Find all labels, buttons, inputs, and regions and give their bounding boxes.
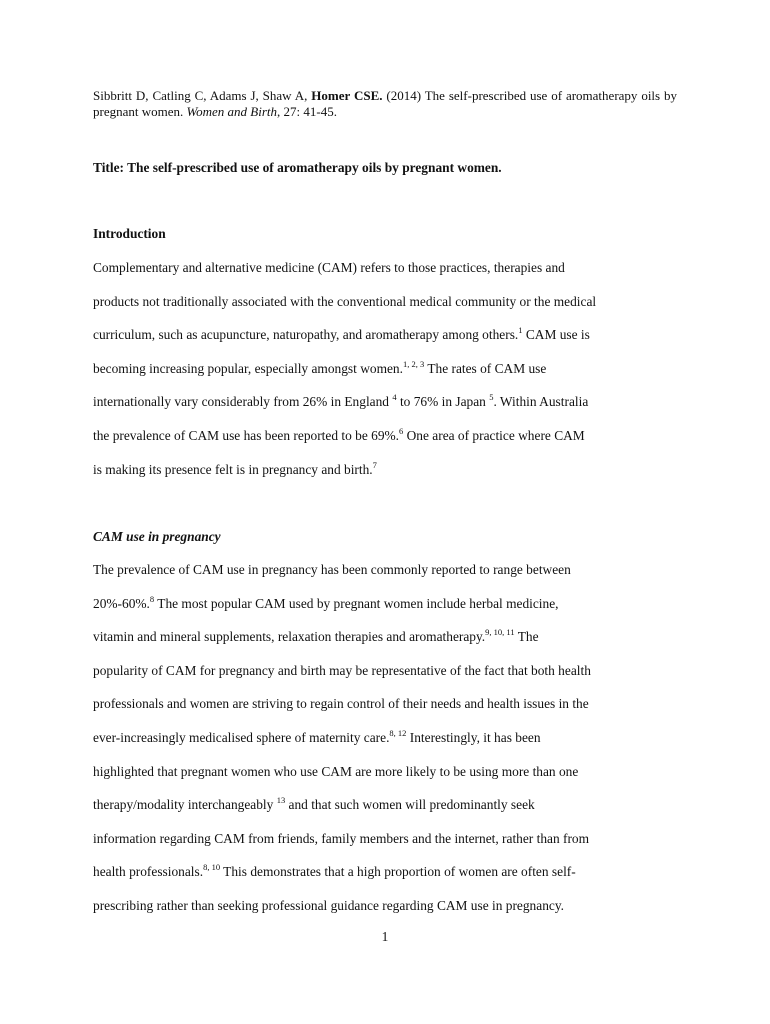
citation-superscript: 8, 12 bbox=[389, 728, 407, 738]
text-line bbox=[93, 864, 576, 880]
introduction-heading: Introduction bbox=[93, 226, 166, 241]
text-line bbox=[93, 459, 377, 478]
text-line bbox=[93, 428, 585, 444]
citation bbox=[93, 88, 677, 120]
line-text: . Within Australia bbox=[493, 394, 589, 410]
citation-superscript: 9, 10, 11 bbox=[485, 627, 515, 638]
text-line bbox=[93, 358, 547, 377]
line-text: CAM use is bbox=[522, 327, 590, 343]
citation-year-title: (2014) The self-prescribed use of aromatherapy oils by pregnant women. bbox=[93, 88, 677, 119]
text-line bbox=[93, 696, 589, 712]
citation-superscript: 8, 10 bbox=[203, 862, 221, 873]
text-line bbox=[93, 663, 591, 679]
page-number: 1 bbox=[381, 929, 389, 944]
line-text: the prevalence of CAM use has been reported to be 69%. bbox=[93, 428, 400, 443]
text-line bbox=[93, 898, 564, 914]
line-text: to 76% in Japan bbox=[396, 394, 490, 410]
text-line bbox=[93, 294, 596, 310]
line-text: health professionals. bbox=[93, 864, 204, 880]
line-text: products not traditionally associated with the conventional medical community or the medical bbox=[93, 293, 597, 309]
text-line bbox=[93, 764, 578, 780]
line-text: The rates of CAM use bbox=[424, 360, 547, 376]
line-text: vitamin and mineral supplements, relaxation therapies and aromatherapy. bbox=[93, 629, 486, 645]
line-text: and that such women will predominantly seek bbox=[285, 797, 535, 813]
text-line bbox=[93, 562, 571, 578]
line-text: popularity of CAM for pregnancy and birth may be representative of the fact that both health bbox=[93, 662, 591, 678]
line-text: The bbox=[514, 629, 539, 645]
line-text: is making its presence felt is in pregnancy and birth. bbox=[93, 461, 373, 477]
line-text: highlighted that pregnant women who use CAM are more likely to be using more than one bbox=[93, 763, 579, 779]
citation-superscript: 8 bbox=[149, 593, 155, 604]
line-text: information regarding CAM from friends, family members and the internet, rather than from bbox=[93, 830, 590, 846]
text-line bbox=[93, 730, 541, 746]
line-text: prescribing rather than seeking professional guidance regarding CAM use in pregnancy. bbox=[93, 898, 564, 913]
text-line bbox=[93, 260, 565, 276]
citation-superscript: 1, 2, 3 bbox=[402, 358, 425, 369]
line-text: Complementary and alternative medicine (CAM) refers to those practices, therapies and bbox=[93, 260, 565, 275]
text-line bbox=[93, 797, 535, 813]
citation-journal: Women and Birth bbox=[186, 104, 278, 119]
line-text: becoming increasing popular, especially amongst women. bbox=[93, 360, 403, 376]
citation-superscript: 1 bbox=[518, 325, 523, 336]
line-text: professionals and women are striving to regain control of their needs and health issues in the bbox=[93, 696, 589, 712]
text-line bbox=[93, 831, 589, 847]
citation-superscript: 13 bbox=[276, 795, 286, 806]
line-text: 20%-60%. bbox=[93, 595, 150, 611]
text-line bbox=[93, 593, 559, 612]
cam-pregnancy-heading: CAM use in pregnancy bbox=[93, 529, 221, 544]
line-text: therapy/modality interchangeably bbox=[93, 797, 277, 813]
line-text: Interestingly, it has been bbox=[406, 730, 541, 745]
citation-volume-pages: , 27: 41-45. bbox=[277, 104, 337, 119]
citation-superscript: 5 bbox=[489, 392, 494, 403]
line-text: This demonstrates that a high proportion of women are often self- bbox=[220, 864, 576, 880]
citation-superscript: 6 bbox=[399, 426, 404, 436]
paper-title: Title: The self-prescribed use of aromatherapy oils by pregnant women. bbox=[93, 160, 502, 175]
line-text: internationally vary considerably from 26% in England bbox=[93, 394, 393, 410]
citation-author-bold: Homer CSE. bbox=[311, 88, 383, 103]
line-text: One area of practice where CAM bbox=[403, 428, 585, 443]
citation-authors: Sibbritt D, Catling C, Adams J, Shaw A, bbox=[93, 88, 308, 103]
line-text: The most popular CAM used by pregnant women include herbal medicine, bbox=[154, 595, 559, 611]
line-text: curriculum, such as acupuncture, naturopathy, and aromatherapy among others. bbox=[93, 327, 519, 343]
text-line bbox=[93, 629, 539, 645]
citation-superscript: 7 bbox=[372, 459, 377, 470]
text-line bbox=[93, 394, 588, 410]
text-line bbox=[93, 327, 590, 343]
citation-superscript: 4 bbox=[392, 392, 397, 403]
line-text: ever-increasingly medicalised sphere of maternity care. bbox=[93, 730, 390, 745]
line-text: The prevalence of CAM use in pregnancy has been commonly reported to range between bbox=[93, 562, 571, 577]
